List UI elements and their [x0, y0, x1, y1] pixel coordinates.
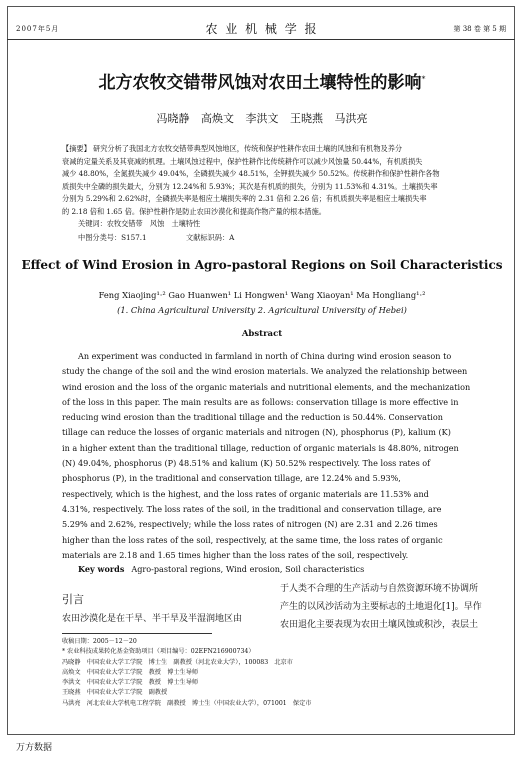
classification-cn: 中图分类号：S157.1: [78, 233, 147, 242]
footnote-author: 李洪文 中国农业大学工学院 教授 博士生导师: [62, 679, 199, 687]
footnote-received: 收稿日期：2005－12－20: [62, 638, 137, 645]
header-rule: [7, 39, 515, 40]
title-cn: 北方农牧交错带风蚀对农田土壤特性的影响*: [98, 73, 426, 93]
title-en: Effect of Wind Erosion in Agro-pastoral Regions on Soil Characteristics: [21, 258, 503, 272]
intro-right-text: [280, 580, 482, 634]
keywords-en-label: Key words: [78, 564, 125, 574]
abstract-cn-line: 衰减的定量关系及其衰减的机理。土壤风蚀过程中，保护性耕作比传统耕作可以减少风蚀量 50.44%，有机质损失: [62, 156, 423, 166]
abstract-cn-line: 【摘要】 研究分析了我国北方农牧交错带典型风蚀地区，传统和保护性耕作农田土壤的风蚀和有机物及养分: [62, 144, 403, 153]
abstract-cn-line: 质损失中全磷的损失最大，分别为 12.24%和 5.93%；其次是有机质的损失，分别为 11.53%和 4.31%。土壤损失率: [62, 181, 438, 191]
watermark: 万方数据: [16, 743, 53, 753]
header-volume: 第 38 卷 第 5 期: [453, 25, 506, 33]
abstract-cn-line: 分别为 5.29%和 2.62%时，全磷损失率是相应土壤损失率的 2.31 倍和 2.26 倍；有机质损失率是相应土壤损失率: [62, 194, 427, 203]
abstract-cn: [62, 143, 440, 218]
keywords-en-text: Agro-pastoral regions, Wind erosion, Soil characteristics: [131, 564, 365, 574]
intro-right-line: 产生的以风沙活动为主要标志的土地退化[1]。早作: [280, 602, 482, 612]
abstract-en-line: of the loss in this paper. The main results are as follows: conservation tillage is more effective in: [62, 396, 459, 407]
intro-right-line: 于人类不合理的生产活动与自然资源环境不协调所: [280, 584, 479, 594]
footnotes: [62, 637, 311, 709]
keywords-cn: 关键词：农牧交错带 风蚀 土壤特性: [78, 219, 201, 228]
abstract-cn-line: 减少 48.80%，全氮损失减少 49.04%，全磷损失减少 48.51%，全钾损失减少 50.52%。传统耕作和保护性耕作各物: [62, 169, 440, 178]
abstract-heading: Abstract: [241, 329, 283, 339]
abstract-en-line: wind erosion and the loss of the organic materials and nutritional elements, and the mechanization: [62, 381, 471, 392]
abstract-en-line: respectively, which is the highest, and the loss rates of organic materials are 11.53% and: [62, 488, 429, 499]
abstract-en-line: study the change of the soil and the wind erosion materials. We analyzed the relationship between: [62, 366, 468, 377]
abstract-en-line: 4.31%, respectively. The loss rates of the soil, in the traditional and conservation tillage, are: [62, 503, 442, 514]
footnote-funding: * 农业科技成果转化基金资助项目（项目编号：02EFN216900734）: [62, 648, 255, 656]
footnote-author: 高焕文 中国农业大学工学院 教授 博士生导师: [62, 668, 199, 676]
header-journal: 农 业 机 械 学 报: [205, 22, 319, 36]
abstract-en-line: higher than the loss rates of the soil, respectively, at the same time, the loss rates of organic: [62, 534, 443, 545]
authors-cn: 冯晓静 高焕文 李洪文 王晓燕 马洪亮: [156, 112, 368, 125]
abstract-cn-line: 的 2.18 倍和 1.65 倍。保护性耕作是防止农田沙漠化和提高作物产量的根本措施。: [62, 206, 326, 216]
keywords-en: [78, 564, 364, 574]
abstract-en-line: An experiment was conducted in farmland in north of China during wind erosion season to: [78, 351, 452, 361]
footnote-rule: [62, 633, 212, 634]
authors-en: Feng Xiaojing¹·² Gao Huanwen¹ Li Hongwen¹ Wang Xiaoyan¹ Ma Hongliang¹·²: [98, 290, 426, 300]
affiliation-en: (1. China Agricultural University 2. Agricultural University of Hebei): [117, 305, 407, 315]
abstract-en-line: tillage can reduce the losses of organic materials and nitrogen (N), phosphorus (P), kalium (K): [62, 427, 451, 438]
intro-heading: 引言: [62, 593, 84, 606]
intro-left-text: 农田沙漠化是在干旱、半干旱及半湿润地区由: [62, 614, 243, 624]
intro-right-line: 农田退化主要表现为农田土壤风蚀或积沙，表层土: [280, 620, 479, 630]
abstract-en: [62, 349, 471, 563]
abstract-en-line: in a higher extent than the traditional tillage, reduction of organic materials is 48.80%, nitrogen: [62, 442, 459, 453]
abstract-en-line: 5.29% and 2.62%, respectively; while the loss rates of nitrogen (N) are 2.31 and 2.26 times: [62, 519, 438, 530]
doc-code-cn: 文献标识码：A: [186, 233, 235, 242]
footnote-author: 马洪亮 河北农业大学机电工程学院 副教授 博士生（中国农业大学），071001 保定市: [62, 699, 312, 707]
header-date: 2007年5月: [16, 25, 60, 33]
footnote-author: 王晓燕 中国农业大学工学院 副教授: [62, 689, 168, 697]
abstract-en-line: materials are 2.18 and 1.65 times higher than the loss rates of the soil, respectively.: [62, 549, 409, 560]
footnote-author: 冯晓静 中国农业大学工学院 博士生 副教授（河北农业大学），100083 北京市: [62, 658, 293, 666]
abstract-en-line: reducing wind erosion than the traditional tillage and the reduction is 50.44%. Conservation: [62, 412, 443, 423]
abstract-en-line: phosphorus (P), in the traditional and conservation tillage, are 12.24% and 5.93%,: [62, 473, 401, 484]
abstract-en-line: (N) 49.04%, phosphorus (P) 48.51% and kalium (K) 50.52% respectively. The loss rates of: [62, 458, 431, 469]
title-footnote-mark: *: [421, 74, 426, 84]
